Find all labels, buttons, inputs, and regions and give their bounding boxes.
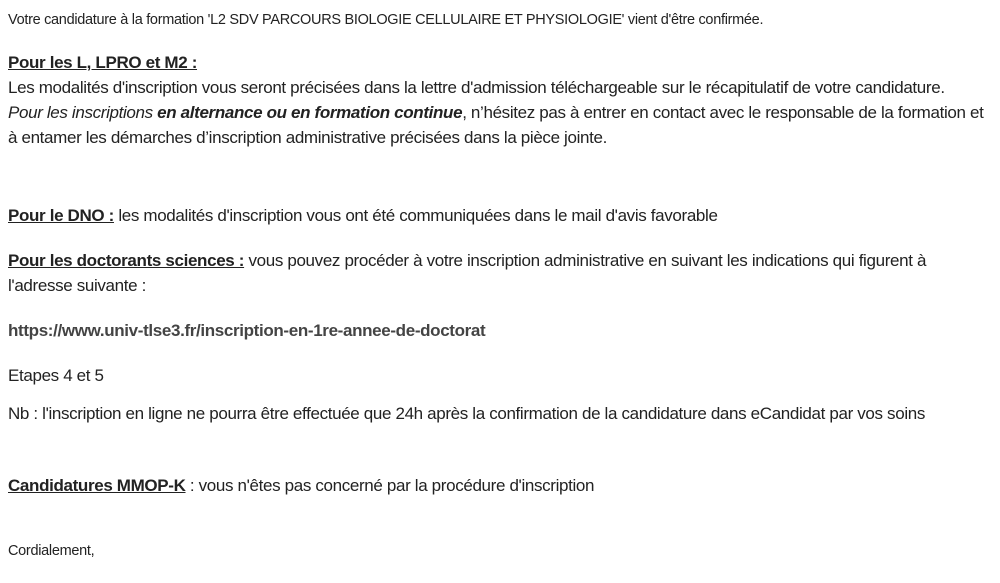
section-heading: Candidatures MMOP-K xyxy=(8,476,186,495)
section-dno xyxy=(8,203,990,228)
steps-text: Etapes 4 et 5 xyxy=(8,366,104,385)
section-heading: Pour les doctorants sciences : xyxy=(8,251,245,270)
section-doctorants xyxy=(8,248,990,298)
section-heading: Pour le DNO : xyxy=(8,206,114,225)
note-text: Nb : l'inscription en ligne ne pourra être effectuée que 24h après la confirmation de la candidature dans eCandidat par vos soins xyxy=(8,404,925,423)
section-text: : vous n'êtes pas concerné par la procédure d'inscription xyxy=(185,476,595,495)
section-mmop xyxy=(8,473,990,498)
italic-text: Pour les inscriptions xyxy=(8,103,158,122)
section-l-lpro-m2 xyxy=(8,50,990,150)
section-heading: Pour les L, LPRO et M2 : xyxy=(8,53,198,72)
alternance-paragraph xyxy=(8,100,990,150)
emphasis-text: en alternance ou en formation continue xyxy=(157,103,463,122)
section-text: Les modalités d'inscription vous seront précisées dans la lettre d'admission téléchargeable sur le récapitulatif de votre candidature. xyxy=(8,78,945,97)
doctorat-link[interactable]: https://www.univ-tlse3.fr/inscription-en-1re-annee-de-doctorat xyxy=(8,321,486,340)
section-text: les modalités d'inscription vous ont été communiquées dans le mail d'avis favorable xyxy=(113,206,718,225)
section-text: , n’hésitez pas à entrer en contact avec le responsable de la formation et à entamer les démarches d’inscription administrative précisées dans la pièce jointe. xyxy=(8,103,984,147)
section-text: vous pouvez procéder à votre inscription administrative en suivant les indications qui figurent à l'adresse suivante : xyxy=(8,251,927,295)
closing-text: Cordialement, xyxy=(8,543,95,559)
intro-text: Votre candidature à la formation 'L2 SDV PARCOURS BIOLOGIE CELLULAIRE ET PHYSIOLOGIE' vient d'être confirmée. xyxy=(8,12,764,28)
